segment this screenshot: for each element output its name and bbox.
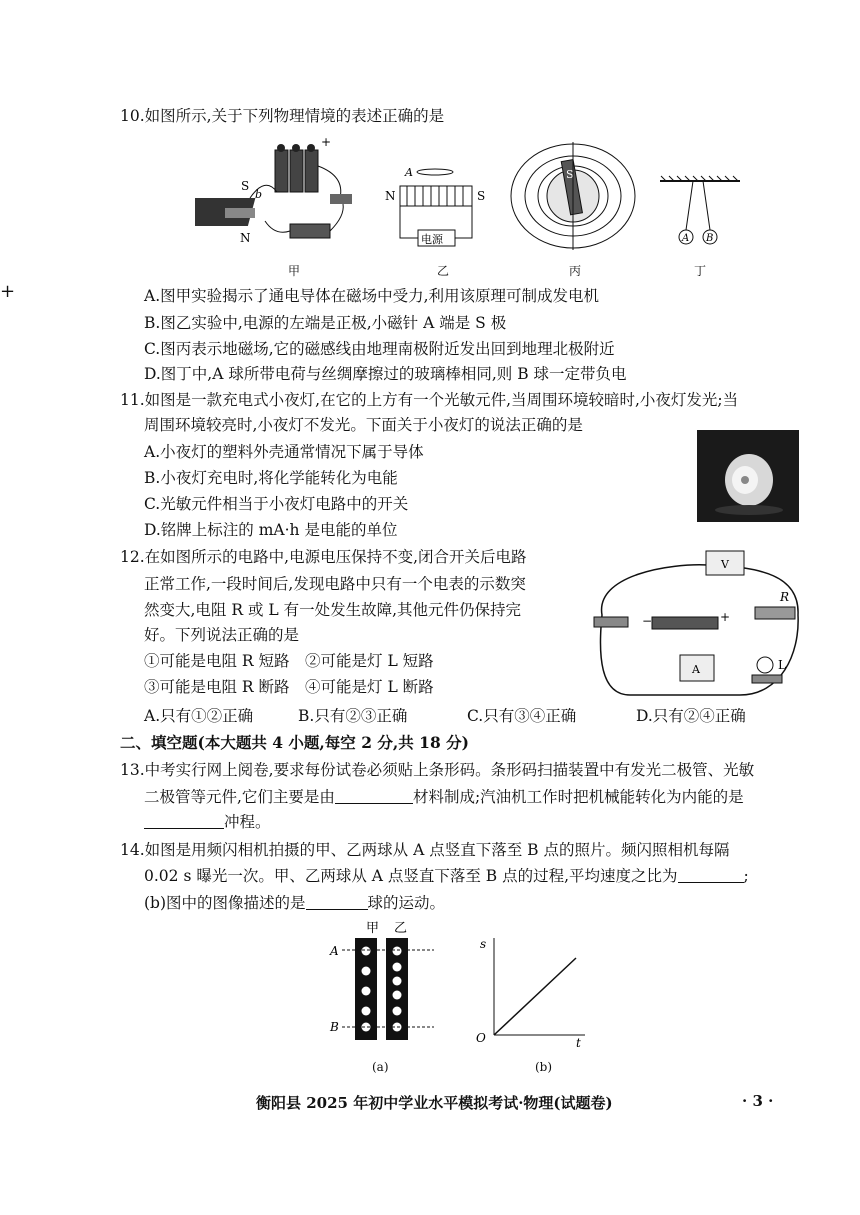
q12-option-d: D.只有②④正确 [636,707,746,725]
battery [652,617,718,629]
label-R: R [780,590,790,604]
ball-yi-1 [393,947,402,956]
q14-line3-part2: 球的运动。 [367,894,446,912]
lamp [757,657,773,673]
q14-line3 [144,893,445,913]
q13-line1: 13.中考实行网上阅卷,要求每份试卷必须贴上条形码。条形码扫描装置中有发光二极管、光敏 [120,761,755,779]
switch [594,617,628,627]
q10-stem: 10.如图所示,关于下列物理情境的表述正确的是 [120,107,445,125]
footer-title: 衡阳县 2025 年初中学业水平模拟考试·物理(试题卷) [256,1094,613,1112]
q14-blank-2[interactable] [306,895,368,910]
margin-mark: + [0,281,16,302]
q14-line2-end: ; [743,867,749,885]
figure-yi [385,160,500,250]
page-number: · 3 · [742,1092,774,1110]
q12-stem-line3: 然变大,电阻 R 或 L 有一处发生故障,其他元件仍保持完 [144,601,522,619]
q12-statement-1: ①可能是电阻 R 短路 ②可能是灯 L 短路 [144,652,434,670]
label-point-A: A [330,944,339,958]
label-S-bing: S [566,168,574,181]
caption-yi: 乙 [437,264,450,278]
figure-strobe-a [322,918,442,1053]
q12-option-c: C.只有③④正确 [467,707,577,725]
q12-stem-line4: 好。下列说法正确的是 [144,626,300,644]
ball-jia-1 [362,947,371,956]
label-minus: − [642,614,653,628]
q11-option-d: D.铭牌上标注的 mA·h 是电能的单位 [144,521,398,539]
label-h: b [255,188,263,201]
label-plus: + [720,610,731,624]
q14-line2-text: 0.02 s 曝光一次。甲、乙两球从 A 点竖直下落至 B 点的过程,平均速度之比为 [144,867,678,885]
ball-jia-4 [362,1007,371,1016]
label-power: 电源 [421,233,443,246]
figure-jia [195,136,365,256]
label-N-yi: N [385,189,396,203]
section-2-heading: 二、填空题(本大题共 4 小题,每空 2 分,共 18 分) [120,733,469,752]
q11-stem-line1: 11.如图是一款充电式小夜灯,在它的上方有一个光敏元件,当周围环境较暗时,小夜灯发光;当 [120,391,739,409]
caption-bing: 丙 [569,264,582,278]
night-light-photo [697,430,799,522]
label-V: V [721,558,729,571]
q14-line3-part1: (b)图中的图像描述的是 [144,894,306,912]
caption-jia: 甲 [288,264,301,278]
q10-option-d: D.图丁中,A 球所带电荷与丝绸摩擦过的玻璃棒相同,则 B 球一定带负电 [144,365,627,383]
solenoid [400,186,472,206]
label-L: L [778,658,786,672]
label-O: O [476,1031,486,1045]
label-t: t [576,1036,581,1048]
q13-blank-2[interactable] [144,814,224,829]
battery-cell-1 [275,150,288,192]
label-ball-b: B [706,233,714,244]
q13-line2 [144,787,744,807]
q10-option-c: C.图丙表示地磁场,它的磁感线由地理南极附近发出回到地理北极附近 [144,340,615,358]
label-S-yi: S [477,189,486,203]
q12-stem-line2: 正常工作,一段时间后,发现电路中只有一个电表的示数突 [144,575,526,593]
q10-option-b: B.图乙实验中,电源的左端是正极,小磁针 A 端是 S 极 [144,314,507,332]
q11-option-c: C.光敏元件相当于小夜灯电路中的开关 [144,495,409,513]
q11-option-b: B.小夜灯充电时,将化学能转化为电能 [144,469,398,487]
q14-blank-1[interactable] [678,868,744,883]
q11-option-a: A.小夜灯的塑料外壳通常情况下属于导体 [144,443,424,461]
rheostat [290,224,330,238]
label-ball-a: A [682,233,690,244]
resistor [755,607,795,619]
figure-circuit [590,545,805,705]
caption-ding: 丁 [694,264,707,278]
label-plus: + [321,136,332,149]
battery-cell-3 [305,150,318,192]
q13-line3 [144,812,271,832]
figure-st-graph [470,930,590,1048]
switch [330,194,352,204]
q12-statement-2: ③可能是电阻 R 断路 ④可能是灯 L 断路 [144,678,434,696]
label-N: N [240,231,251,245]
label-A: A [405,166,413,179]
st-line [494,958,576,1035]
q13-line2-part2: 材料制成;汽油机工作时把机械能转化为内能的是 [412,788,744,806]
q11-stem-line2: 周围环境较亮时,小夜灯不发光。下面关于小夜灯的说法正确的是 [144,416,583,434]
q13-line2-part1: 二极管等元件,它们主要是由 [144,788,335,806]
figure-bing [508,138,638,256]
caption-a: (a) [372,1060,389,1074]
ball-yi-4 [393,991,402,1000]
figure-ding [658,175,743,250]
label-jia: 甲 [366,921,380,936]
ball-yi-5 [393,1007,402,1016]
q14-line2 [144,866,749,886]
ball-yi-2 [393,963,402,972]
battery-cell-2 [290,150,303,192]
label-S: S [241,179,250,193]
ball-yi-3 [393,977,402,986]
q14-line1: 14.如图是用频闪相机拍摄的甲、乙两球从 A 点竖直下落至 B 点的照片。频闪照相机每隔 [120,841,730,859]
q10-option-a: A.图甲实验揭示了通电导体在磁场中受力,利用该原理可制成发电机 [144,287,600,305]
label-yi: 乙 [394,921,408,936]
compass-needle [417,169,453,175]
label-s: s [480,937,487,951]
ball-jia-3 [362,987,371,996]
q13-line3-text: 冲程。 [224,813,271,831]
q13-blank-1[interactable] [335,789,413,804]
q12-option-b: B.只有②③正确 [298,707,408,725]
caption-b: (b) [535,1060,553,1074]
ball-jia-2 [362,967,371,976]
q12-stem-line1: 12.在如图所示的电路中,电源电压保持不变,闭合开关后电路 [120,548,527,566]
q12-option-a: A.只有①②正确 [144,707,254,725]
label-A: A [692,663,700,676]
label-point-B: B [330,1020,339,1034]
